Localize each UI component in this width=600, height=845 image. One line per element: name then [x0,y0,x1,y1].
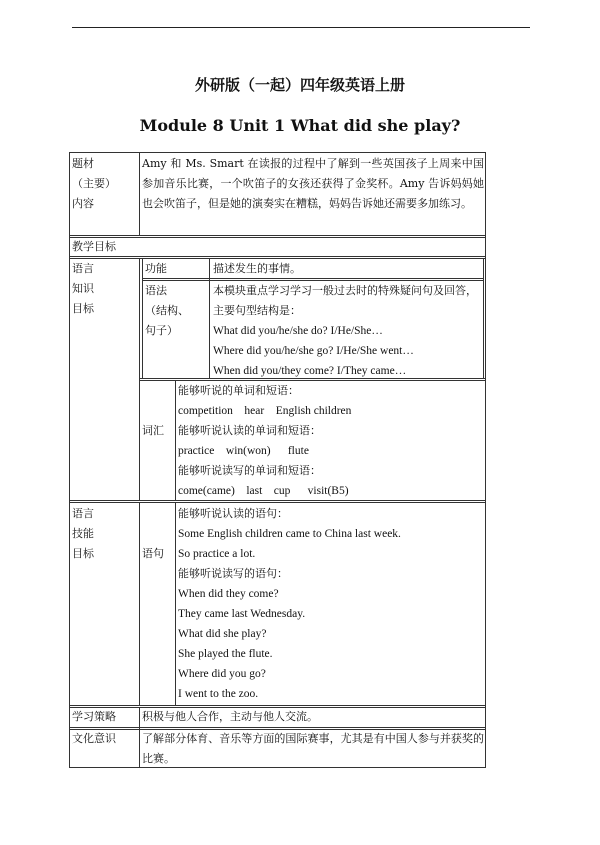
sentence-line: Some English children came to China last week. [178,528,401,540]
vocabulary-line: 能够听说的单词和短语： [178,384,299,397]
grammar-intro: 本模块重点学习学习一般过去时的特殊疑问句及回答，主要句型结构是： [213,284,477,317]
function-content: 描述发生的事情。 [213,262,301,275]
vocabulary-line: 能够听说认读的单词和短语： [178,424,321,437]
vocabulary-line: come(came) last cup visit(B5) [178,485,349,497]
strategy-content: 积极与他人合作，主动与他人交流。 [142,710,318,723]
grammar-label: 语法 （结构、 句子） [145,284,189,337]
sentence-line: What did she play? [178,628,267,640]
vocabulary-label: 词汇 [142,424,164,437]
function-label: 功能 [145,262,167,275]
grammar-line: What did you/he/she do? I/He/She… [213,325,383,337]
sentences-label: 语句 [142,547,164,560]
strategy-label: 学习策略 [72,710,116,723]
topic-content: Amy 和 Ms. Smart 在读报的过程中了解到一些英国孩子上周来中国参加音乐比赛，一个吹笛子的女孩还获得了金奖杯。Amy 告诉妈妈她也会吹笛子，但是她的演奏实在糟糕，妈妈告诉她还需要多加练习。 [142,157,484,210]
language-knowledge-label: 语言 知识 目标 [72,262,94,315]
grammar-line: When did you/they come? I/They came… [213,365,407,377]
culture-content: 了解部分体育、音乐等方面的国际赛事，尤其是有中国人参与并获奖的比赛。 [142,732,484,765]
sentence-line: So practice a lot. [178,548,256,560]
vocabulary-line: practice win(won) flute [178,445,309,457]
sentence-line: 能够听说读写的语句： [178,567,288,580]
header-rule [72,27,530,28]
sentence-line: I went to the zoo. [178,688,259,700]
sentence-line: When did they come? [178,588,279,600]
vocabulary-line: competition hear English children [178,405,352,417]
culture-label: 文化意识 [72,732,116,745]
grammar-line: Where did you/he/she go? I/He/She went… [213,345,414,357]
page-title: 外研版（一起）四年级英语上册 [194,76,405,94]
vocabulary-line: 能够听说读写的单词和短语： [178,464,321,477]
topic-label: 题材 （主要） 内容 [72,157,116,210]
sentence-line: She played the flute. [178,648,273,660]
sentence-line: 能够听说认读的语句： [178,507,288,520]
language-skills-label: 语言 技能 目标 [72,507,94,560]
sentence-line: Where did you go? [178,668,266,680]
sentence-line: They came last Wednesday. [178,608,306,620]
page-subtitle: Module 8 Unit 1 What did she play? [139,116,461,135]
goals-label: 教学目标 [72,240,116,253]
